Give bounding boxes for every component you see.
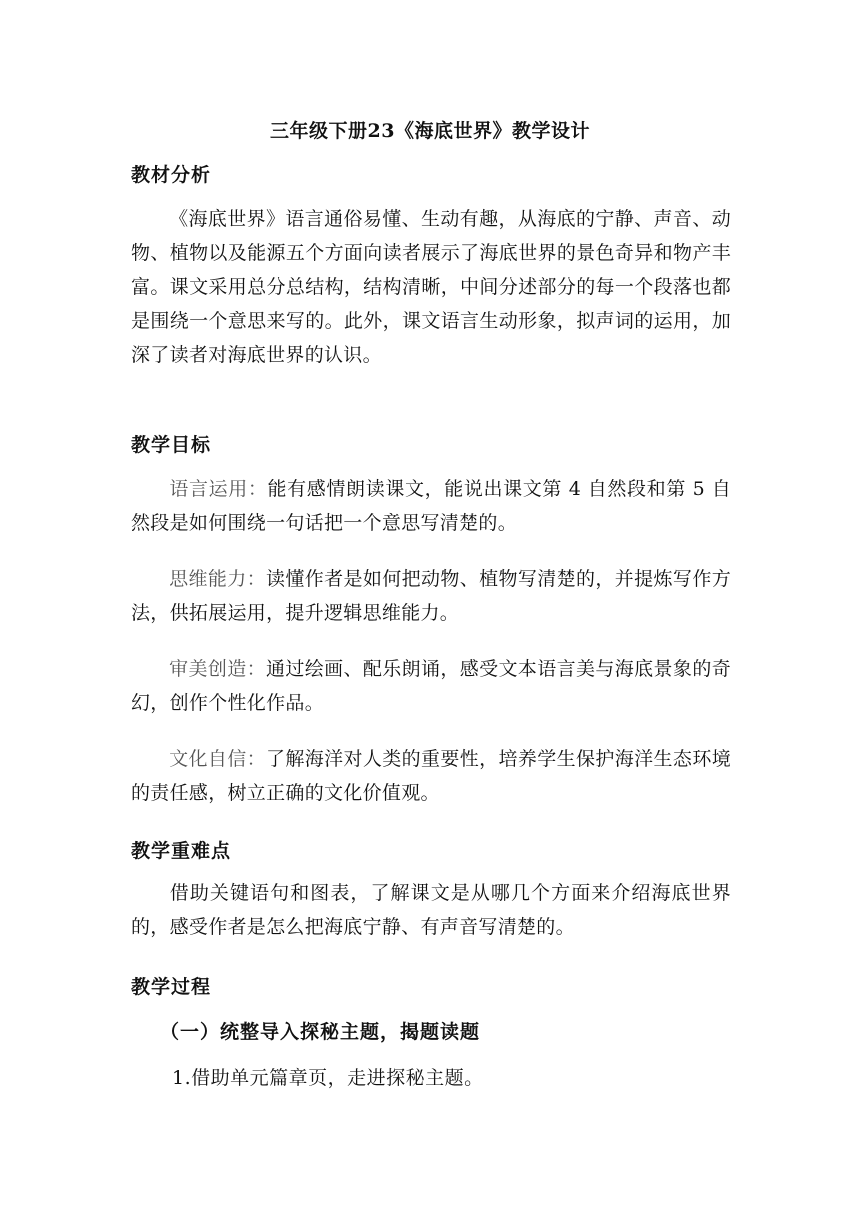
- goal-item-culture: [131, 742, 731, 810]
- goal-item-language: [131, 472, 731, 540]
- goal-text: 通过绘画、配乐朗诵，感受文本语言美与海底景象的奇幻，创作个性化作品。: [131, 658, 731, 714]
- section-heading-process: 教学过程: [131, 976, 212, 998]
- goal-text: 了解海洋对人类的重要性，培养学生保护海洋生态环境的责任感，树立正确的文化价值观。: [131, 748, 731, 804]
- document-title: 三年级下册23《海底世界》教学设计: [270, 120, 590, 142]
- analysis-text: 《海底世界》语言通俗易懂、生动有趣，从海底的宁静、声音、动物、植物以及能源五个方面向读者展示了海底世界的景色奇异和物产丰富。课文采用总分总结构，结构清晰，中间分述部分的每一个段落也都是围绕一个意思来写的。此外，课文语言生动形象，拟声词的运用，加深了读者对海底世界的认识。: [131, 208, 731, 366]
- goal-label: 审美创造：: [169, 658, 266, 680]
- key-points-text: 借助关键语句和图表，了解课文是从哪几个方面来介绍海底世界的，感受作者是怎么把海底宁静、有声音写清楚的。: [131, 882, 731, 938]
- goal-text: 读懂作者是如何把动物、植物写清楚的，并提炼写作方法，供拓展运用，提升逻辑思维能力。: [131, 568, 731, 624]
- process-sub-heading: （一）统整导入探秘主题，揭题读题: [160, 1021, 481, 1043]
- analysis-paragraph: [131, 202, 731, 372]
- goal-item-thinking: [131, 562, 731, 630]
- goal-label: 文化自信：: [169, 748, 266, 770]
- section-heading-key-points: 教学重难点: [131, 840, 232, 862]
- process-step-1: 1.借助单元篇章页，走进探秘主题。: [172, 1067, 484, 1089]
- goal-text: 能有感情朗读课文，能说出课文第 4 自然段和第 5 自然段是如何围绕一句话把一个意思写清楚的。: [131, 478, 731, 534]
- key-points-paragraph: [131, 876, 731, 944]
- section-heading-analysis: 教材分析: [131, 164, 212, 186]
- goal-label: 思维能力：: [169, 568, 266, 590]
- goal-label: 语言运用：: [169, 478, 268, 500]
- goal-item-aesthetic: [131, 652, 731, 720]
- section-heading-goals: 教学目标: [131, 434, 212, 456]
